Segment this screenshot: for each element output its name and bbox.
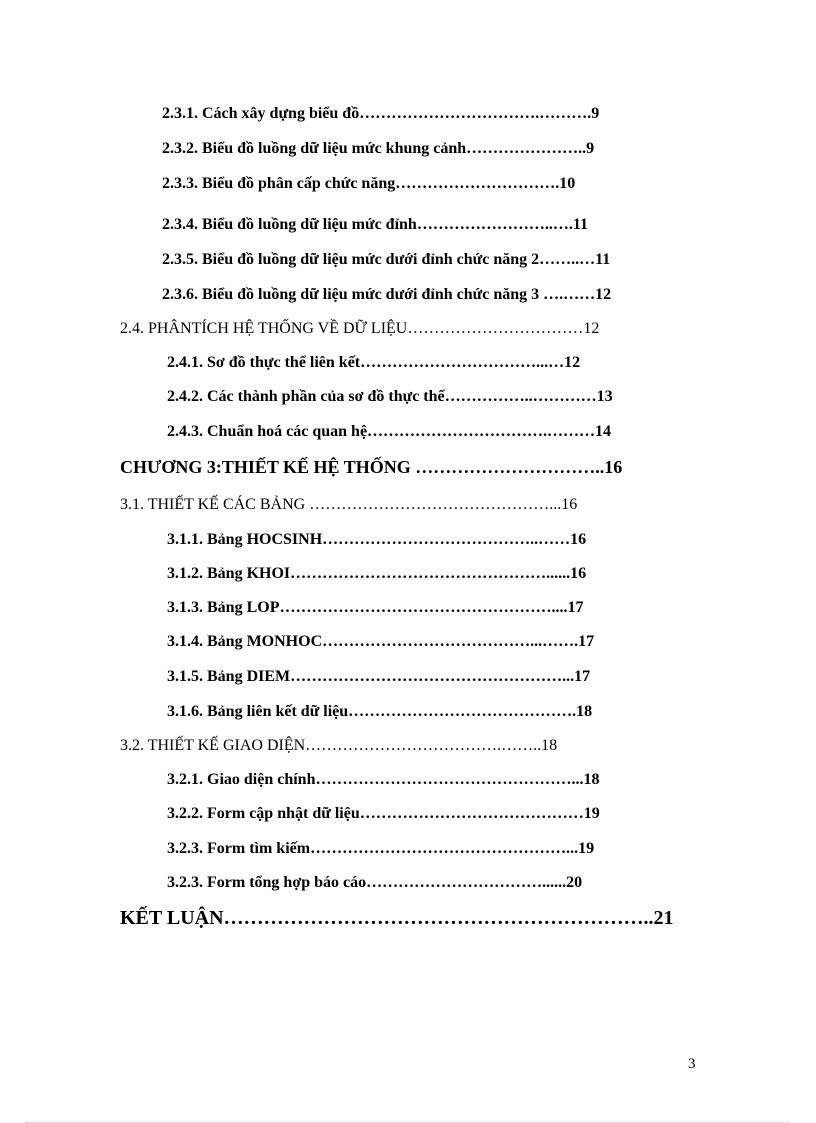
toc-entry-3-1-4: 3.1.4. Bảng MONHOC…………………………………...…….17 bbox=[167, 633, 595, 650]
toc-entry-3-2-3-report: 3.2.3. Form tổng hợp báo cáo……………………………......20 bbox=[167, 874, 583, 891]
toc-entry-3-2-3-search: 3.2.3. Form tìm kiếm…………………………………………...19 bbox=[167, 840, 595, 857]
toc-entry-2-4-2: 2.4.2. Các thành phần của sơ đồ thực thể……………..…………13 bbox=[167, 388, 613, 405]
page-number: 3 bbox=[688, 1056, 696, 1072]
toc-entry-2-3-5: 2.3.5. Biểu đồ luồng dữ liệu mức dưới đỉnh chức năng 2……..…11 bbox=[162, 251, 611, 268]
toc-entry-conclusion: KẾT LUẬN………………………………………………………..21 bbox=[120, 907, 674, 929]
toc-entry-3-1-6: 3.1.6. Bảng liên kết dữ liệu…………………………………….18 bbox=[167, 703, 593, 720]
toc-entry-3-2-1: 3.2.1. Giao diện chính…………………………………………...18 bbox=[167, 771, 600, 788]
toc-entry-2-3-4: 2.3.4. Biểu đồ luồng dữ liệu mức đỉnh……………………..….11 bbox=[162, 216, 588, 233]
toc-entry-2-3-2: 2.3.2. Biểu đồ luồng dữ liệu mức khung cảnh…………………..9 bbox=[162, 140, 595, 157]
toc-entry-3-1-2: 3.1.2. Bảng KHOI…………………………………………......16 bbox=[167, 565, 587, 582]
toc-entry-3-2-2: 3.2.2. Form cập nhật dữ liệu……………………………………19 bbox=[167, 805, 600, 822]
toc-entry-2-4-3: 2.4.3. Chuẩn hoá các quan hệ…………………………….………14 bbox=[167, 423, 612, 440]
toc-entry-3-2: 3.2. THIẾT KẾ GIAO DIỆN……………………………….……..18 bbox=[120, 737, 558, 754]
toc-entry-3-1-3: 3.1.3. Bảng LOP……………………………………………....17 bbox=[167, 599, 584, 616]
toc-entry-2-4-1: 2.4.1. Sơ đồ thực thể liên kết……………………………...…12 bbox=[167, 354, 581, 371]
toc-entry-3-1-1: 3.1.1. Bảng HOCSINH…………………………………..……16 bbox=[167, 531, 587, 548]
toc-entry-3-1-5: 3.1.5. Bảng DIEM……………………………………………...17 bbox=[167, 668, 591, 685]
toc-entry-2-3-3: 2.3.3. Biểu đồ phân cấp chức năng………………………….10 bbox=[162, 175, 576, 192]
toc-entry-3-1: 3.1. THIẾT KẾ CÁC BẢNG ………………………………………...16 bbox=[120, 496, 578, 513]
toc-entry-chapter-3: CHƯƠNG 3:THIẾT KẾ HỆ THỐNG …………………………..16 bbox=[120, 457, 623, 477]
toc-entry-2-3-1: 2.3.1. Cách xây dựng biểu đồ…………………………….……….9 bbox=[162, 105, 600, 122]
toc-entry-2-3-6: 2.3.6. Biểu đồ luồng dữ liệu mức dưới đỉnh chức năng 3 ….……12 bbox=[162, 286, 612, 303]
toc-entry-2-4: 2.4. PHÂNTÍCH HỆ THỐNG VỀ DỮ LIỆU……………………………12 bbox=[120, 320, 600, 337]
